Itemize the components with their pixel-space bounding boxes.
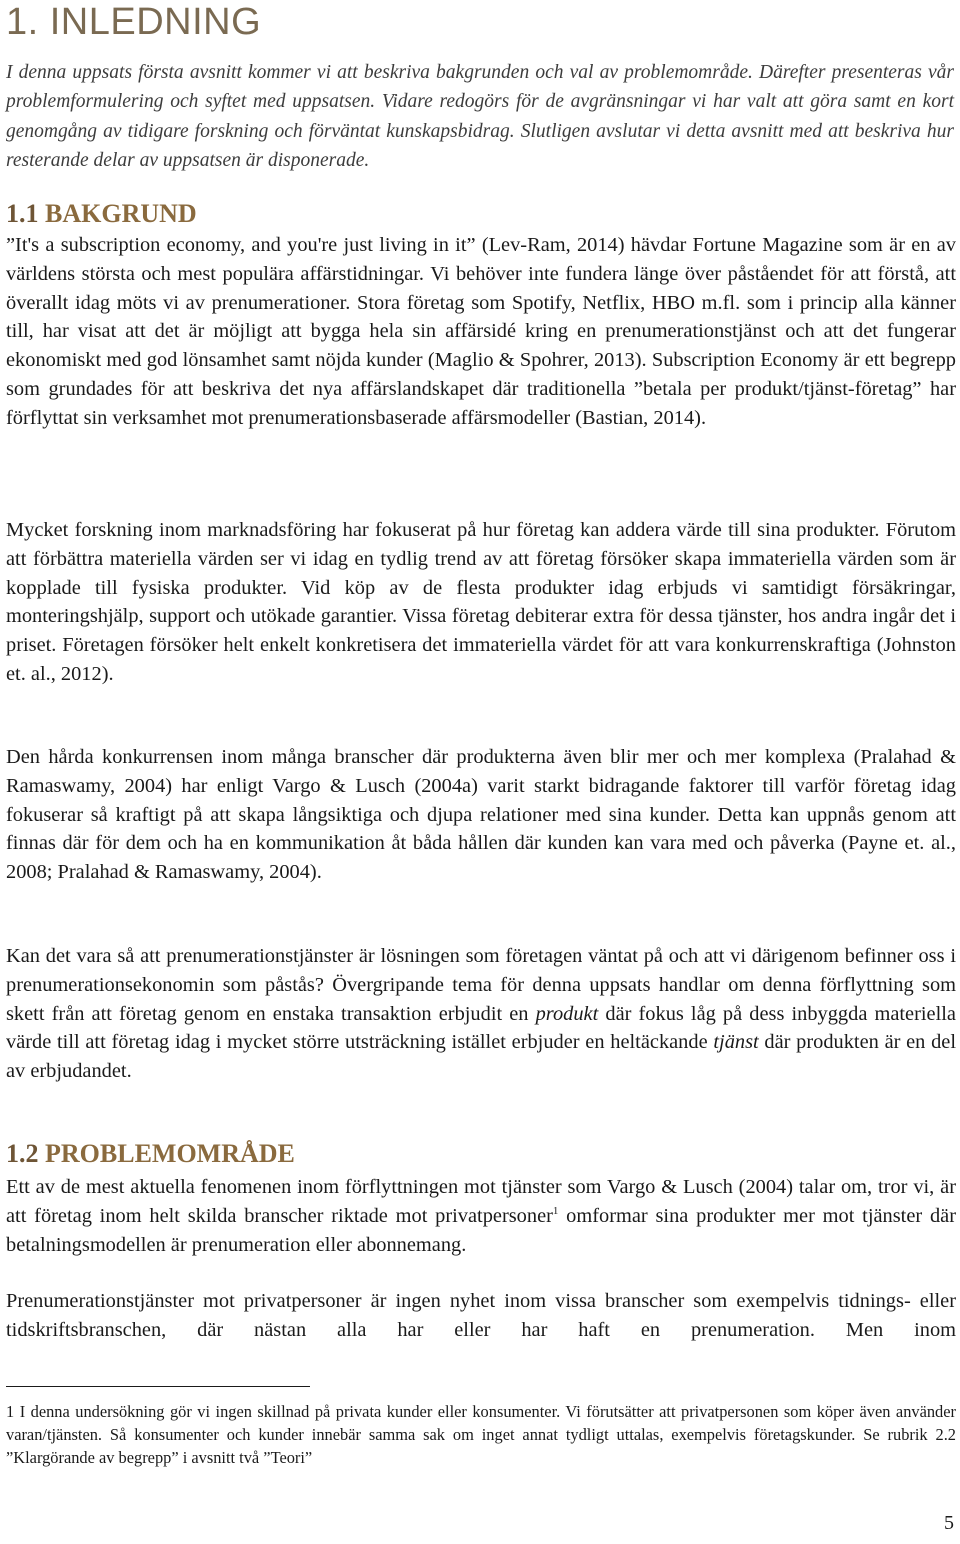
paragraph-text: Ett av de mest aktuella fenomenen inom förflyttningen mot tjänster som Vargo & Lusch (2004) talar om, tror vi, är att företag inom helt skilda branscher riktade mot privatpersoner	[6, 1176, 956, 1227]
emphasis-text: produkt	[535, 1002, 599, 1025]
section-number: 1.2	[6, 1139, 39, 1168]
footnote-marker: 1	[6, 1402, 15, 1421]
paragraph-text: där fokus låg på dess inbyggda materiella värde till att företag idag i mycket större utsträckning istället erbjuder en heltäckande	[6, 1002, 956, 1054]
chapter-intro: I denna uppsats första avsnitt kommer vi att beskriva bakgrunden och val av problemområde. Därefter presenteras vår problemformulering och syftet med uppsatsen. Vidare redogörs för de avgränsningar vi har valt att göra samt en kort genomgång av tidigare forskning och förväntat kunskapsbidrag. Slutligen avslutar vi detta avsnitt med att beskriva hur resterande delar av uppsatsen är disponerade.	[6, 62, 954, 172]
footnote	[6, 1400, 956, 1469]
section-number: 1.1	[6, 199, 39, 228]
section-heading-bakgrund	[6, 198, 197, 230]
paragraph-bakgrund-4	[6, 942, 956, 1086]
section-title: BAKGRUND	[45, 199, 197, 228]
paragraph-text: omformar sina produkter mer mot tjänster där betalningsmodellen är prenumeration eller abonnemang.	[6, 1204, 956, 1256]
emphasis-text: tjänst	[713, 1031, 759, 1054]
paragraph-text: där produkten är en del av erbjudandet.	[6, 1031, 957, 1083]
section-title: PROBLEMOMRÅDE	[45, 1139, 295, 1168]
page-number: 5	[944, 1512, 954, 1534]
paragraph-bakgrund-1: ”It's a subscription economy, and you're just living in it” (Lev-Ram, 2014) hävdar Fortune Magazine som är en av världens största och mest populära affärstidningar. Vi behöver inte fundera länge över påståendet för att förstå, att överallt idag möts vi av prenumerationer. Stora företag som Spotify, Netflix, HBO m.fl. som i princip alla känner till, har visat att det är möjligt att bygga hela sin affärsidé kring en prenumerationstjänst och att det fungerar ekonomiskt med god lönsamhet samt nöjda kunder (Maglio & Spohrer, 2013). Subscription Economy är ett begrepp som grundades för att beskriva det nya affärslandskapet där traditionella ”betala per produkt/tjänst-företag” har förflyttat sin verksamhet mot prenumerationsbaserade affärsmodeller (Bastian, 2014).	[6, 234, 956, 429]
paragraph-text: Kan det vara så att prenumerationstjänster är lösningen som företagen väntat på och att vi därigenom befinner oss i prenumerationsekonomin som påstås? Övergripande tema för denna uppsats handlar om denna förflyttning som skett från att företag genom en enstaka transaktion erbjudit en	[6, 945, 956, 1025]
section-heading-problemomrade	[6, 1138, 295, 1170]
paragraph-bakgrund-3: Den hårda konkurrensen inom många branscher där produkterna även blir mer och mer komplexa (Pralahad & Ramaswamy, 2004) har enligt Vargo & Lusch (2004a) varit starkt bidragande faktorer till varför företag idag fokuserar så kraftigt på att skapa långsiktiga och djupa relationer med sina kunder. Detta kan uppnås genom att finnas där för dem och ha en kommunikation åt båda hållen där kunden kan vara med och påverka (Payne et. al., 2008; Pralahad & Ramaswamy, 2004).	[6, 746, 956, 884]
paragraph-problemomrade-2: Prenumerationstjänster mot privatpersoner är ingen nyhet inom vissa branscher som exempelvis tidnings- eller tidskriftsbranschen, där nästan alla har eller har haft en prenumeration. Men inom	[6, 1290, 956, 1341]
footnote-divider	[6, 1386, 310, 1387]
chapter-heading: 1. INLEDNING	[6, 1, 262, 43]
footnote-reference[interactable]: 1	[552, 1204, 559, 1217]
footnote-text: I denna undersökning gör vi ingen skillnad på privata kunder eller konsumenter. Vi förutsätter att privatpersonen som köper även använder varan/tjänsten. Så konsumenter och kunder innebär samma sak om inget annat tydligt uttalas, exempelvis företagskunder. Se rubrik 2.2 ”Klargörande av begrepp” i avsnitt två ”Teori”	[6, 1402, 956, 1467]
paragraph-problemomrade-1	[6, 1173, 956, 1259]
paragraph-bakgrund-2: Mycket forskning inom marknadsföring har fokuserat på hur företag kan addera värde till sina produkter. Förutom att förbättra materiella värden ser vi idag en tydlig trend av att företag försöker skapa immateriella värden som är kopplade till fysiska produkter. Vid köp av de flesta produkter idag erbjuds vi samtidigt försäkringar, monteringshjälp, support och utökade garantier. Vissa företag debiterar extra för dessa tjänster, hos andra ingår det i priset. Företagen försöker helt enkelt konkretisera det immateriella värdet för att vara konkurrenskraftiga (Johnston et. al., 2012).	[6, 519, 956, 685]
